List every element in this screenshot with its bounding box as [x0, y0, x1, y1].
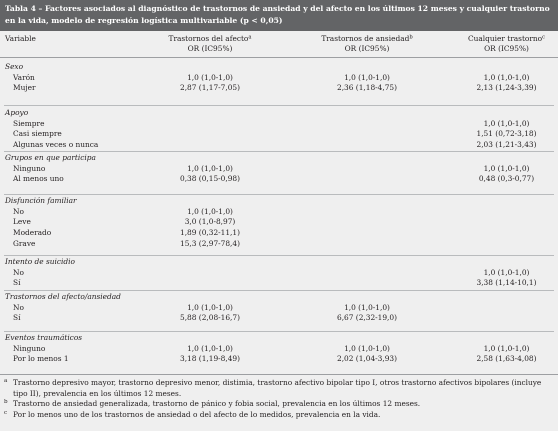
cell-any: 2,58 (1,63-4,08): [476, 354, 537, 364]
table-row: [0, 268, 558, 279]
row-label: Sí: [13, 313, 21, 323]
cell-any: 2,13 (1,24-3,39): [476, 83, 537, 93]
cell-affect: 1,0 (1,0-1,0): [187, 72, 233, 82]
section-title-row: [0, 333, 558, 344]
cell-anxiety: 2,02 (1,04-3,93): [337, 354, 397, 364]
row-label: Casi siempre: [13, 129, 62, 139]
column-header-affect-sub: OR (IC95%): [187, 43, 233, 53]
row-label: Leve: [13, 217, 31, 227]
section-title-row: [0, 196, 558, 207]
table-row: [0, 119, 558, 130]
section-title-row: [0, 153, 558, 164]
cell-any: 0,48 (0,3-0,77): [478, 174, 535, 184]
cell-any: 1,0 (1,0-1,0): [483, 118, 530, 128]
section-group: [0, 292, 558, 324]
cell-any: 2,03 (1,21-3,43): [476, 140, 537, 150]
section-title: Sexo: [5, 62, 24, 71]
section-divider: [4, 290, 554, 291]
section-group: [0, 108, 558, 151]
row-label: Sí: [13, 278, 21, 288]
row-label: No: [13, 206, 24, 216]
cell-anxiety: 6,67 (2,32-19,0): [337, 313, 397, 323]
column-header-any-name: Cualquier trastorno: [467, 34, 543, 43]
cell-affect: 0,38 (0,15-0,98): [180, 174, 240, 184]
footnote-marker-a: a: [248, 34, 252, 41]
section-group: [0, 62, 558, 94]
column-header-affect-name: Trastornos del afecto: [168, 34, 249, 43]
row-label: Ninguno: [13, 343, 46, 353]
row-label: Al menos uno: [13, 174, 64, 184]
cell-any: 1,0 (1,0-1,0): [483, 343, 530, 353]
table-row: [0, 174, 558, 185]
section-title: Disfunción familiar: [5, 196, 77, 205]
row-label: Moderado: [13, 228, 52, 238]
footnote-c-marker: c: [4, 409, 8, 416]
cell-any: 1,0 (1,0-1,0): [483, 163, 530, 173]
column-header-any: [455, 34, 558, 53]
table-row: [0, 73, 558, 84]
footnote-b-marker: b: [4, 399, 8, 406]
cell-any: 1,0 (1,0-1,0): [483, 267, 530, 277]
footnote-c: [4, 410, 555, 421]
cell-anxiety: 2,36 (1,18-4,75): [337, 83, 397, 93]
cell-anxiety: 1,0 (1,0-1,0): [344, 343, 390, 353]
cell-affect: 1,0 (1,0-1,0): [187, 206, 233, 216]
table-row: [0, 344, 558, 355]
cell-affect: 5,88 (2,08-16,7): [180, 313, 240, 323]
column-header-anxiety: [302, 34, 432, 53]
row-label: No: [13, 267, 24, 277]
column-header-variable: Variable: [5, 34, 36, 43]
section-title: Eventos traumáticos: [5, 333, 83, 342]
section-divider: [4, 194, 554, 195]
section-title: Apoyo: [5, 108, 29, 117]
table-row: [0, 354, 558, 365]
section-title: Grupos en que participa: [5, 153, 96, 162]
section-divider: [4, 331, 554, 332]
table-body: [0, 31, 558, 374]
section-divider: [4, 151, 554, 152]
row-label: Por lo menos 1: [13, 354, 69, 364]
row-label: Mujer: [13, 83, 36, 93]
table-row: [0, 217, 558, 228]
table-row: [0, 207, 558, 218]
cell-any: 3,38 (1,14-10,1): [476, 278, 537, 288]
section-divider: [4, 105, 554, 106]
row-label: Varón: [13, 72, 35, 82]
footnote-a-marker: a: [4, 378, 8, 384]
section-group: [0, 257, 558, 289]
table-row: [0, 278, 558, 289]
table-row: [0, 313, 558, 324]
column-header-row: [0, 31, 558, 58]
row-label: Ninguno: [13, 163, 46, 173]
table-row: [0, 239, 558, 250]
table-row: [0, 303, 558, 314]
section-title-row: [0, 292, 558, 303]
section-divider: [4, 255, 554, 256]
cell-affect: 1,0 (1,0-1,0): [187, 163, 233, 173]
row-label: Siempre: [13, 118, 45, 128]
cell-any: 1,0 (1,0-1,0): [483, 72, 530, 82]
footnote-a: [4, 378, 555, 399]
footnote-marker-b: b: [409, 34, 413, 41]
table-title: Tabla 4 – Factores asociados al diagnóstico de trastornos de ansiedad y del afecto en los últimos 12 meses y cualquier trastorno en la vida, modelo de regresión logística multivariable (p < 0,05): [0, 0, 558, 31]
row-label: Algunas veces o nunca: [13, 140, 99, 150]
section-group: [0, 333, 558, 365]
table-row: [0, 140, 558, 151]
column-header-any-sub: OR (IC95%): [484, 43, 529, 53]
section-title: Trastornos del afecto/ansiedad: [5, 292, 121, 301]
table-row: [0, 228, 558, 239]
cell-affect: 1,89 (0,32-11,1): [180, 228, 240, 238]
column-header-anxiety-sub: OR (IC95%): [344, 43, 390, 53]
footnote-c-text: Por lo menos uno de los trastornos de ansiedad o del afecto de lo medidos, prevalencia en la vida.: [13, 409, 381, 419]
cell-affect: 2,87 (1,17-7,05): [180, 83, 240, 93]
section-title-row: [0, 62, 558, 73]
cell-affect: 15,3 (2,97-78,4): [180, 238, 240, 248]
cell-affect: 1,0 (1,0-1,0): [187, 343, 233, 353]
column-header-affect: [145, 34, 275, 53]
cell-affect: 1,0 (1,0-1,0): [187, 302, 233, 312]
section-title: Intento de suicidio: [5, 257, 75, 266]
cell-affect: 3,18 (1,19-8,49): [180, 354, 240, 364]
row-label: No: [13, 302, 24, 312]
table-row: [0, 129, 558, 140]
section-title-row: [0, 257, 558, 268]
cell-anxiety: 1,0 (1,0-1,0): [344, 72, 390, 82]
row-label: Grave: [13, 238, 36, 248]
cell-affect: 3,0 (1,0-8,97): [184, 217, 236, 227]
section-group: [0, 196, 558, 249]
cell-any: 1,51 (0,72-3,18): [476, 129, 537, 139]
table-row: [0, 164, 558, 175]
cell-anxiety: 1,0 (1,0-1,0): [344, 302, 390, 312]
footnote-marker-c: c: [542, 34, 546, 41]
footnote-b: [4, 399, 555, 410]
column-header-anxiety-name: Trastornos de ansiedad: [321, 34, 410, 43]
section-group: [0, 153, 558, 185]
table-row: [0, 83, 558, 94]
section-title-row: [0, 108, 558, 119]
footnote-b-text: Trastorno de ansiedad generalizada, trastorno de pánico y fobia social, prevalencia en los últimos 12 meses.: [13, 399, 421, 409]
footnotes: [0, 374, 558, 431]
footnote-a-text: Trastorno depresivo mayor, trastorno depresivo menor, distimia, trastorno afectivo bipolar tipo I, otros trastorno afectivos bipolares (incluye tipo II), prevalencia en los últimos 12 meses.: [13, 378, 542, 398]
